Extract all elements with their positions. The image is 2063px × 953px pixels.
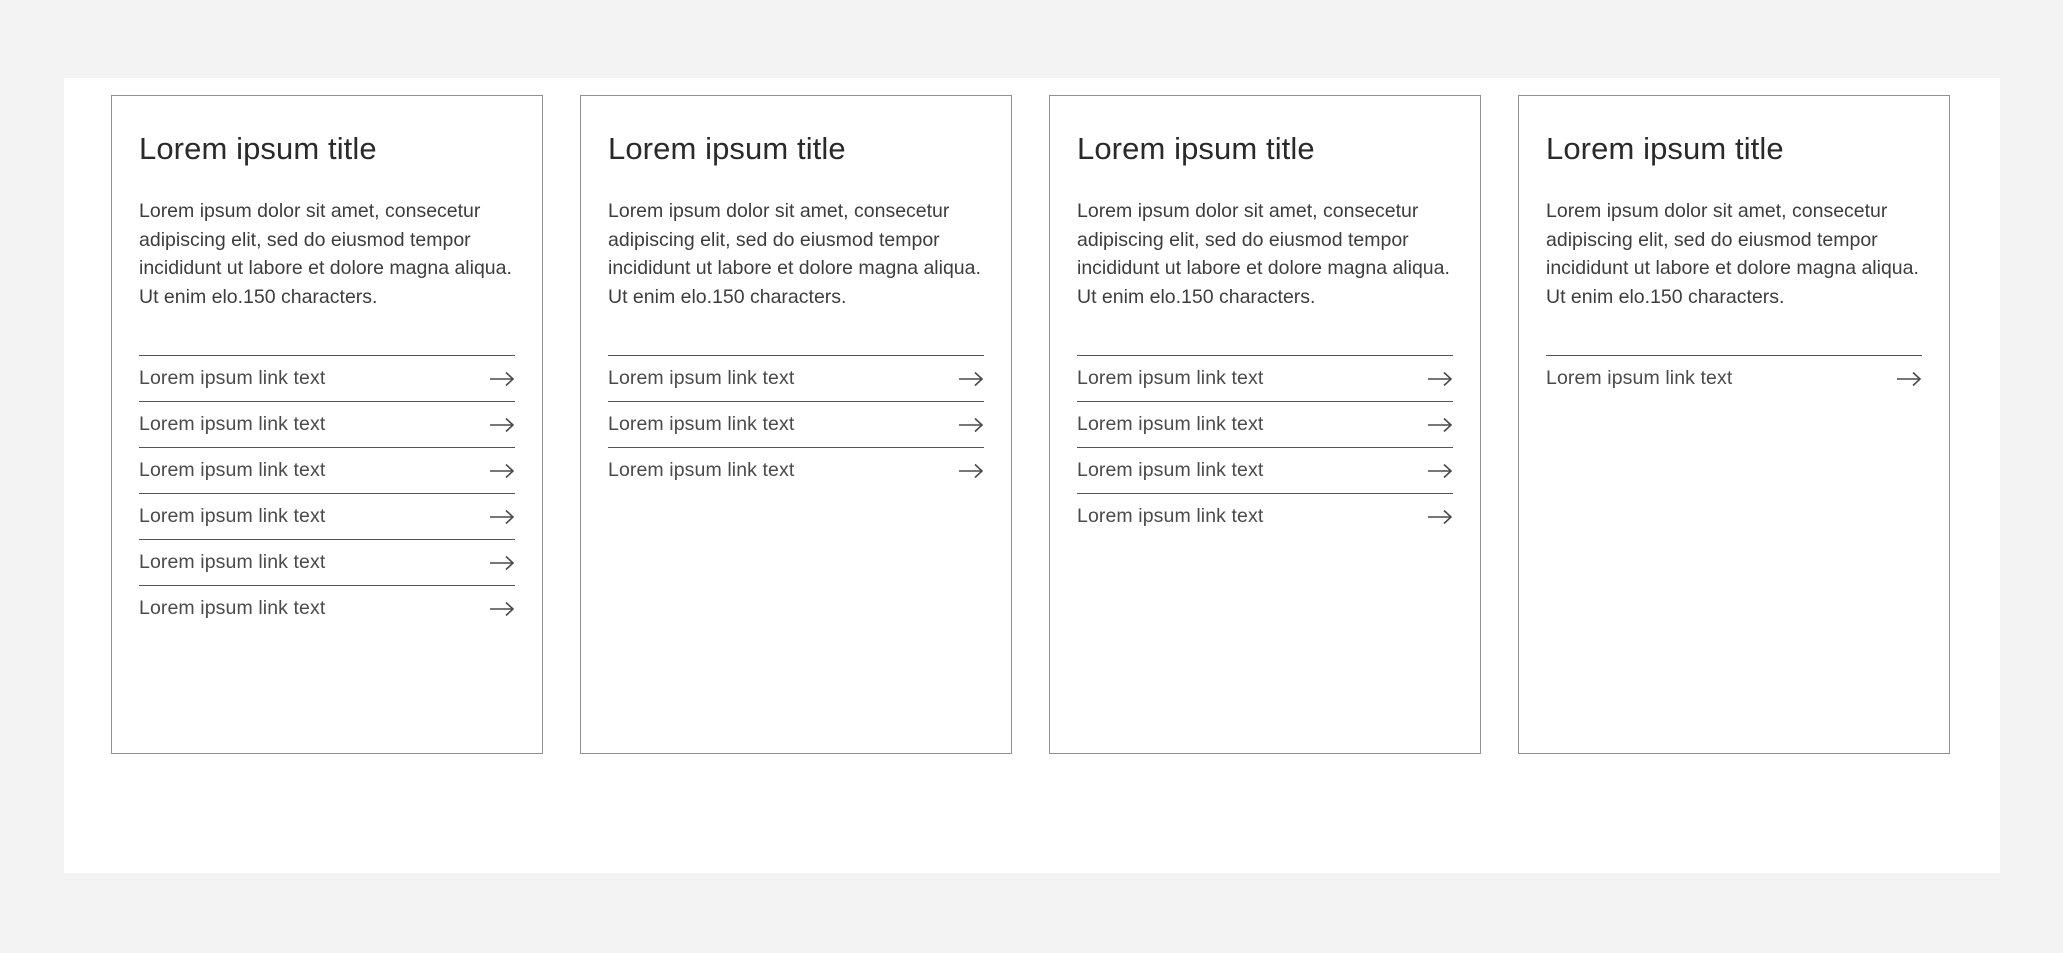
card-link-list: [1546, 355, 1922, 401]
card-link-label: Lorem ipsum link text: [139, 458, 326, 481]
card-link-label: Lorem ipsum link text: [139, 366, 326, 389]
card-link-label: Lorem ipsum link text: [139, 596, 326, 619]
arrow-right-icon: [489, 463, 515, 479]
card-link-label: Lorem ipsum link text: [139, 412, 326, 435]
arrow-right-icon: [489, 601, 515, 617]
card-link-row[interactable]: [1546, 355, 1922, 401]
card-link-row[interactable]: [608, 401, 984, 447]
card-link-list: [139, 355, 515, 631]
card-link-label: Lorem ipsum link text: [1546, 366, 1733, 389]
card-link-row[interactable]: [608, 355, 984, 401]
card-body-text: Lorem ipsum dolor sit amet, consecetur adipiscing elit, sed do eiusmod tempor incididunt ut labore et dolore magna aliqua. Ut enim elo.150 characters.: [608, 199, 981, 309]
card-link-row[interactable]: [1077, 355, 1453, 401]
card-link-list: [1077, 355, 1453, 539]
card-title: Lorem ipsum title: [608, 131, 846, 166]
card: [1518, 95, 1950, 754]
arrow-right-icon: [489, 509, 515, 525]
card: [1049, 95, 1481, 754]
card-link-label: Lorem ipsum link text: [139, 504, 326, 527]
card-title: Lorem ipsum title: [139, 131, 377, 166]
arrow-right-icon: [489, 417, 515, 433]
card-link-row[interactable]: [1077, 401, 1453, 447]
card-body-text: Lorem ipsum dolor sit amet, consecetur adipiscing elit, sed do eiusmod tempor incididunt ut labore et dolore magna aliqua. Ut enim elo.150 characters.: [1546, 199, 1919, 309]
arrow-right-icon: [1427, 463, 1453, 479]
card-link-label: Lorem ipsum link text: [1077, 366, 1264, 389]
arrow-right-icon: [958, 371, 984, 387]
card-link-label: Lorem ipsum link text: [1077, 504, 1264, 527]
card-link-list: [608, 355, 984, 493]
card-link-row[interactable]: [139, 401, 515, 447]
card-link-row[interactable]: [139, 447, 515, 493]
arrow-right-icon: [1427, 417, 1453, 433]
card-link-label: Lorem ipsum link text: [1077, 412, 1264, 435]
card-link-label: Lorem ipsum link text: [1077, 458, 1264, 481]
arrow-right-icon: [1427, 371, 1453, 387]
card-link-row[interactable]: [139, 585, 515, 631]
card-body-text: Lorem ipsum dolor sit amet, consecetur adipiscing elit, sed do eiusmod tempor incididunt ut labore et dolore magna aliqua. Ut enim elo.150 characters.: [1077, 199, 1450, 309]
card-link-label: Lorem ipsum link text: [608, 412, 795, 435]
card-title: Lorem ipsum title: [1077, 131, 1315, 166]
arrow-right-icon: [1427, 509, 1453, 525]
card-body-text: Lorem ipsum dolor sit amet, consecetur adipiscing elit, sed do eiusmod tempor incididunt ut labore et dolore magna aliqua. Ut enim elo.150 characters.: [139, 199, 512, 309]
arrow-right-icon: [489, 371, 515, 387]
card-link-row[interactable]: [1077, 447, 1453, 493]
card: [580, 95, 1012, 754]
card-title: Lorem ipsum title: [1546, 131, 1784, 166]
card: [111, 95, 543, 754]
card-link-row[interactable]: [1077, 493, 1453, 539]
card-link-label: Lorem ipsum link text: [608, 458, 795, 481]
arrow-right-icon: [489, 555, 515, 571]
arrow-right-icon: [958, 463, 984, 479]
card-grid: [111, 95, 1950, 754]
card-link-row[interactable]: [139, 355, 515, 401]
card-link-row[interactable]: [139, 493, 515, 539]
card-link-label: Lorem ipsum link text: [608, 366, 795, 389]
arrow-right-icon: [958, 417, 984, 433]
page-container: [64, 78, 2000, 873]
card-link-row[interactable]: [608, 447, 984, 493]
card-link-row[interactable]: [139, 539, 515, 585]
card-link-label: Lorem ipsum link text: [139, 550, 326, 573]
arrow-right-icon: [1896, 371, 1922, 387]
